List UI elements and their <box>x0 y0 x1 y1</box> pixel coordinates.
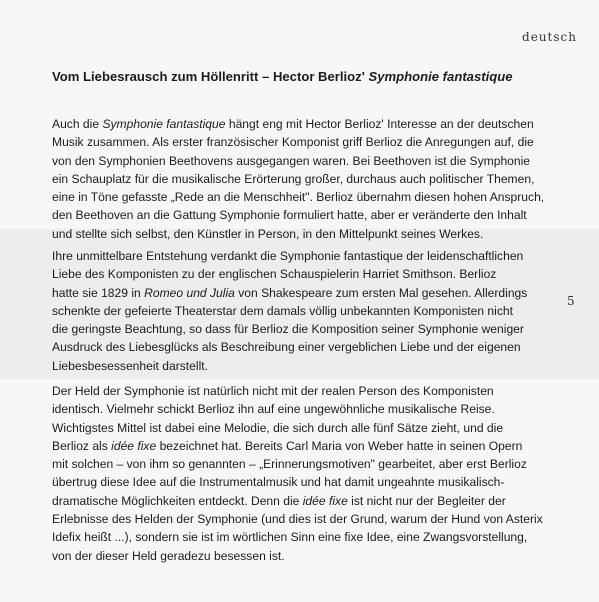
title-prefix: Vom Liebesrausch zum Höllenritt – Hector Berlioz' <box>52 69 369 84</box>
text-line <box>52 284 572 302</box>
italic-run: Romeo und Julia <box>144 285 235 300</box>
text-line <box>52 320 572 338</box>
text-run: Liebesbesessenheit darstellt. <box>52 358 208 373</box>
text-run: Erlebnisse des Helden der Symphonie (und dies ist der Grund, warum der Hund von Asterix <box>52 512 543 527</box>
text-run: hängt eng mit Hector Berlioz' Interesse an der deutschen <box>225 117 534 131</box>
text-line <box>52 455 572 473</box>
text-line <box>52 510 572 528</box>
text-run: den Beethoven an die Gattung Symphonie formuliert hatte, aber er veränderte den Inhalt <box>52 208 527 223</box>
text-run: die geringste Beachtung, so dass für Berlioz die Komposition seiner Symphonie weniger <box>52 322 524 337</box>
text-line <box>52 115 572 133</box>
text-line <box>52 152 572 170</box>
text-line <box>52 357 572 375</box>
text-run: hatte sie 1829 in <box>52 285 145 300</box>
text-run: Ihre unmittelbare Entstehung verdankt die Symphonie fantastique der leidenschaftlichen <box>52 249 524 263</box>
text-run: ein Schauplatz für die musikalische Erörterung großer, durchaus auch politischer Themen, <box>52 171 535 186</box>
text-line <box>52 419 572 437</box>
text-run: von den Symphonien Beethovens ausgegangen waren. Bei Beethoven ist die Symphonie <box>52 153 531 168</box>
text-line <box>52 225 572 243</box>
text-run: und stellte sich selbst, den Künstler in Person, in den Mittelpunkt seines Werkes. <box>52 226 484 241</box>
text-line <box>52 528 572 546</box>
text-run: von Shakespeare zum ersten Mal gesehen. Allerdings <box>234 285 528 300</box>
paragraph-2 <box>52 247 572 375</box>
text-run: Wichtigstes Mittel ist dabei eine Melodie, die sich durch alle fünf Sätze zieht, und die <box>52 420 504 435</box>
text-run: identisch. Vielmehr schickt Berlioz ihn auf eine ungewöhnliche musikalische Reise. <box>52 402 495 417</box>
text-line <box>52 547 572 565</box>
text-run: Der Held der Symphonie ist natürlich nicht mit der realen Person des Komponisten <box>52 384 494 398</box>
text-run: Liebe des Komponisten zu der englischen Schauspielerin Harriet Smithson. Berlioz <box>52 267 497 282</box>
text-line <box>52 265 572 283</box>
text-line <box>52 473 572 491</box>
text-line <box>52 133 572 151</box>
language-label: deutsch <box>522 30 577 44</box>
text-run: bezeichnet hat. Bereits Carl Maria von Weber hatte in seinen Opern <box>156 438 523 453</box>
text-run: Auch die <box>52 117 103 131</box>
text-run: mit solchen – von ihm so genannten – „Erinnerungsmotiven" gearbeitet, aber erst Berlioz <box>52 457 527 472</box>
text-line <box>52 437 572 455</box>
text-line <box>52 338 572 356</box>
title-work: Symphonie fantastique <box>368 69 513 84</box>
text-run: eine in Töne gefasste „Rede an die Menschheit". Berlioz übernahm diesen hohen Anspruch, <box>52 190 545 205</box>
text-run: ist nicht nur der Begleiter der <box>347 493 506 508</box>
article-title <box>52 69 513 84</box>
text-line <box>52 492 572 510</box>
text-run: von der dieser Held geradezu besessen ist. <box>52 548 285 563</box>
text-line <box>52 400 572 418</box>
text-line <box>52 302 572 320</box>
text-run: Idefix heißt ...), sondern sie ist im wörtlichen Sinn eine fixe Idee, eine Zwangsvorstellung, <box>52 530 528 545</box>
italic-run: Symphonie fantastique <box>102 117 226 131</box>
text-line <box>52 206 572 224</box>
text-line <box>52 382 572 400</box>
text-line <box>52 188 572 206</box>
text-line <box>52 170 572 188</box>
text-run: Ausdruck des Liebesglücks als Beschreibung einer vergeblichen Liebe und der eigenen <box>52 340 521 355</box>
text-run: Musik zusammen. Als erster französischer Komponist griff Berlioz die Anregungen auf, die <box>52 135 534 150</box>
italic-run: idée fixe <box>302 493 348 508</box>
text-run: übertrug diese Idee auf die Instrumentalmusik und hat damit ungeahnte musikalisch- <box>52 475 505 490</box>
paragraph-1 <box>52 115 572 243</box>
text-run: schenkte der gefeierte Theaterstar dem damals völlig unbekannten Komponisten nicht <box>52 303 513 318</box>
page-number: 5 <box>567 294 575 308</box>
text-line <box>52 247 572 265</box>
text-run: dramatische Möglichkeiten entdeckt. Denn die <box>52 493 303 508</box>
paragraph-3 <box>52 382 572 565</box>
italic-run: idée fixe <box>111 438 157 453</box>
text-run: Berlioz als <box>52 438 112 453</box>
